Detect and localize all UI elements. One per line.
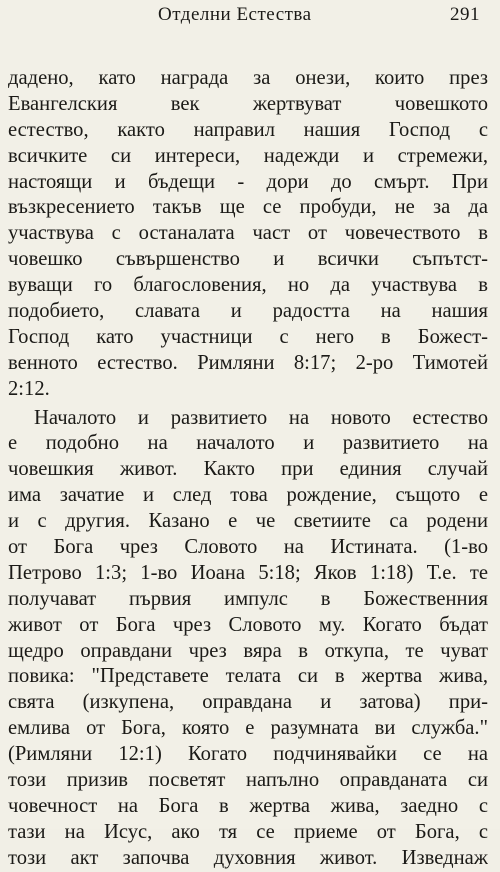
text-line: човешко съвършенство и всички съпътст-	[8, 248, 488, 271]
body-text	[8, 66, 488, 872]
text-line: венното естество. Римляни 8:17; 2-ро Тимотей	[8, 351, 488, 374]
text-line: живот от Бога чрез Словото му. Когато бъдат	[8, 613, 488, 636]
text-line: 2:12.	[8, 377, 50, 400]
text-line: (Римляни 12:1) Когато подчинявайки се на	[8, 743, 488, 766]
text-line: настоящи и бъдещи - дори до смърт. При	[8, 170, 488, 193]
text-line: от Бога чрез Словото на Истината. (1-во	[8, 536, 488, 559]
text-line: Господ като участници с него в Божест-	[8, 325, 488, 348]
text-line: този акт започва духовния живот. Изведнаж	[8, 846, 488, 869]
paragraph-2	[8, 406, 488, 872]
text-line: Петрово 1:3; 1-во Иоана 5:18; Яков 1:18) Т.е. те	[8, 561, 488, 584]
running-header	[0, 4, 500, 28]
text-line: и с другия. Казано е че светиите са родени	[8, 510, 488, 533]
text-line: щедро оправдани чрез вяра в откупа, те чуват	[8, 639, 488, 662]
text-line: получават първия импулс в Божественния	[8, 587, 488, 610]
text-line: човешкия живот. Както при единия случай	[8, 458, 488, 481]
text-line: възкресението такъв ще се пробуди, не за да	[8, 196, 488, 219]
text-line: естество, както направил нашия Господ с	[8, 118, 488, 141]
text-line: Началото и развитието на новото естество	[34, 406, 488, 429]
text-line: е подобно на началото и развитието на	[8, 432, 488, 455]
text-line: емлива от Бога, която е разумната ви служба."	[8, 717, 488, 740]
text-line: вуващи го благословения, но да участвува в	[8, 274, 488, 297]
text-line: Евангелския век жертвуват човешкото	[8, 92, 488, 115]
text-line: има зачатие и след това рождение, същото е	[8, 484, 488, 507]
text-line: всичките си интереси, надежди и стремежи,	[8, 144, 488, 167]
paragraph-1	[8, 66, 488, 403]
text-line: участвува с останалата част от човечеството в	[8, 222, 488, 245]
text-line: тази на Исус, ако тя се приеме от Бога, с	[8, 820, 488, 843]
text-line: подобието, славата и радостта на нашия	[8, 300, 488, 323]
running-title: Отделни Естества	[158, 4, 312, 25]
text-line: човечност на Бога в жертва жива, заедно с	[8, 794, 488, 817]
page-number: 291	[450, 4, 480, 25]
text-line: повика: "Представете телата си в жертва жива,	[8, 665, 488, 688]
text-line: дадено, като награда за онези, които през	[8, 67, 488, 89]
text-line: свята (изкупена, оправдана и затова) при-	[8, 691, 488, 714]
text-line: този призив посветят напълно оправданата си	[8, 769, 488, 792]
